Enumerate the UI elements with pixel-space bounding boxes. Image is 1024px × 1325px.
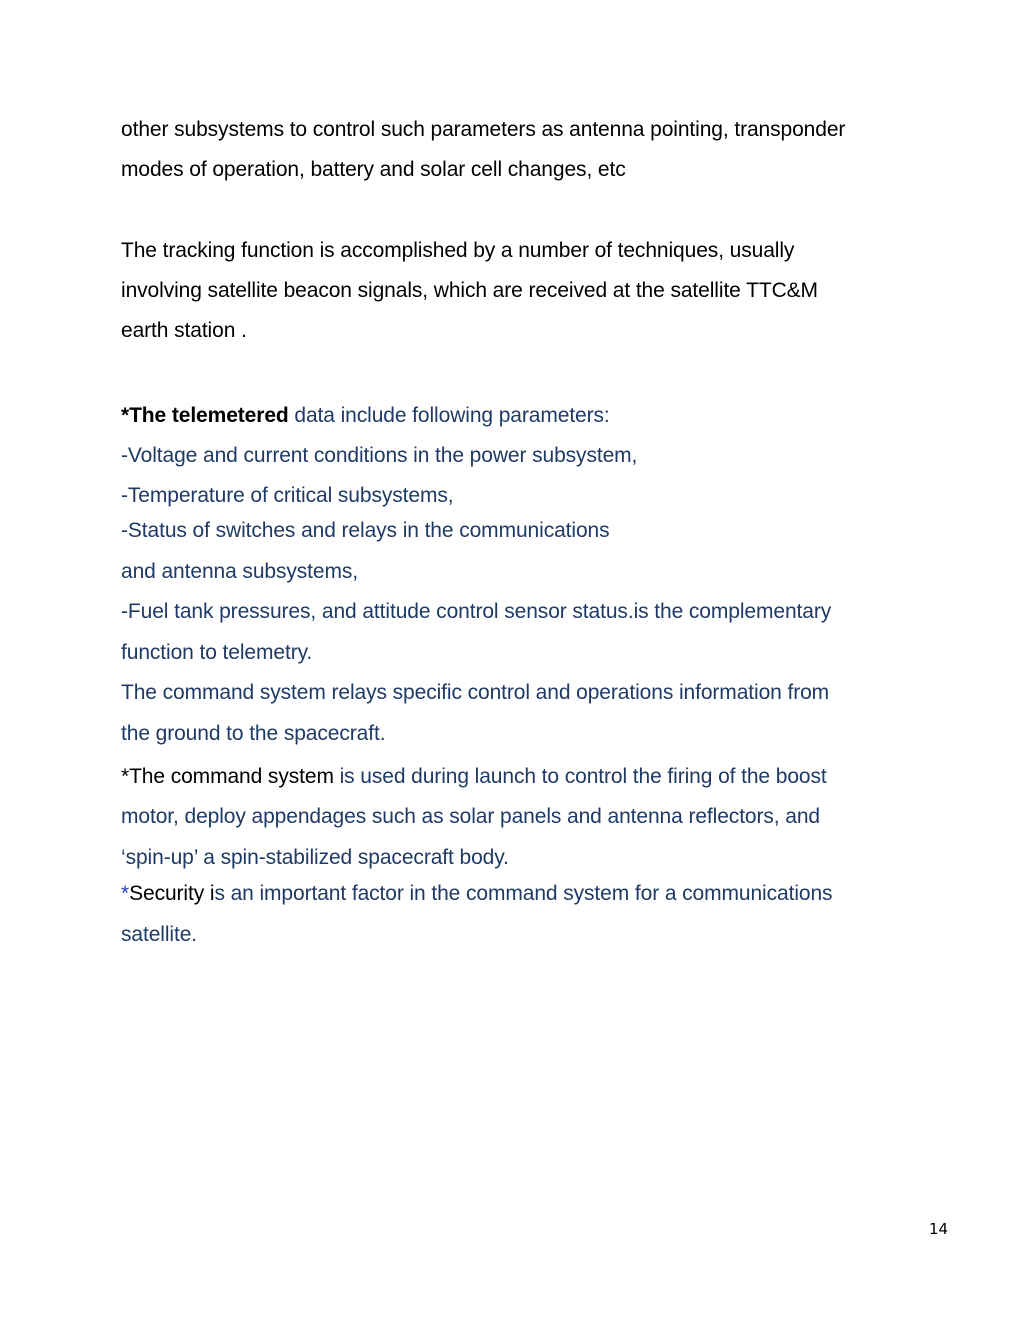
telemetry-heading-rest: data include following parameters: (288, 404, 610, 427)
telemetry-heading-bold: *The telemetered (121, 404, 289, 427)
telemetry-heading (121, 403, 610, 429)
telemetry-item-voltage: -Voltage and current conditions in the power subsystem, (121, 444, 638, 467)
telemetry-item-status-line2: and antenna subsystems, (121, 560, 359, 583)
command-line1-rest: is used during launch to control the firing of the boost (333, 765, 827, 788)
command-line3: ‘spin-up’ a spin-stabilized spacecraft body. (121, 846, 509, 869)
para1-line1: other subsystems to control such parameters as antenna pointing, transponder (121, 118, 846, 141)
telemetry-item-fuel-line2: function to telemetry. (121, 641, 313, 664)
telemetry-item-temperature: -Temperature of critical subsystems, (121, 484, 454, 507)
command-relay-line1: The command system relays specific control and operations information from (121, 681, 830, 704)
security-line1-rest: s an important factor in the command system for a communications (214, 882, 833, 905)
security-star: * (121, 882, 130, 905)
para2-line1: The tracking function is accomplished by a number of techniques, usually (121, 239, 795, 262)
command-relay-line2: the ground to the spacecraft. (121, 722, 386, 745)
security-line1 (121, 881, 832, 907)
para2-line2: involving satellite beacon signals, which are received at the satellite TTC&M (121, 279, 818, 302)
para1-line2: modes of operation, battery and solar cell changes, etc (121, 158, 626, 181)
telemetry-item-status-line1: -Status of switches and relays in the communications (121, 519, 610, 542)
command-lead: *The command system (121, 765, 334, 788)
para2-line3: earth station . (121, 319, 247, 342)
page-number: 14 (929, 1220, 949, 1238)
command-line2: motor, deploy appendages such as solar panels and antenna reflectors, and (121, 805, 821, 828)
telemetry-item-fuel-line1: -Fuel tank pressures, and attitude control sensor status.is the complementary (121, 600, 832, 623)
command-line1 (121, 764, 827, 790)
security-word: Security i (129, 882, 215, 905)
security-line2: satellite. (121, 923, 198, 946)
